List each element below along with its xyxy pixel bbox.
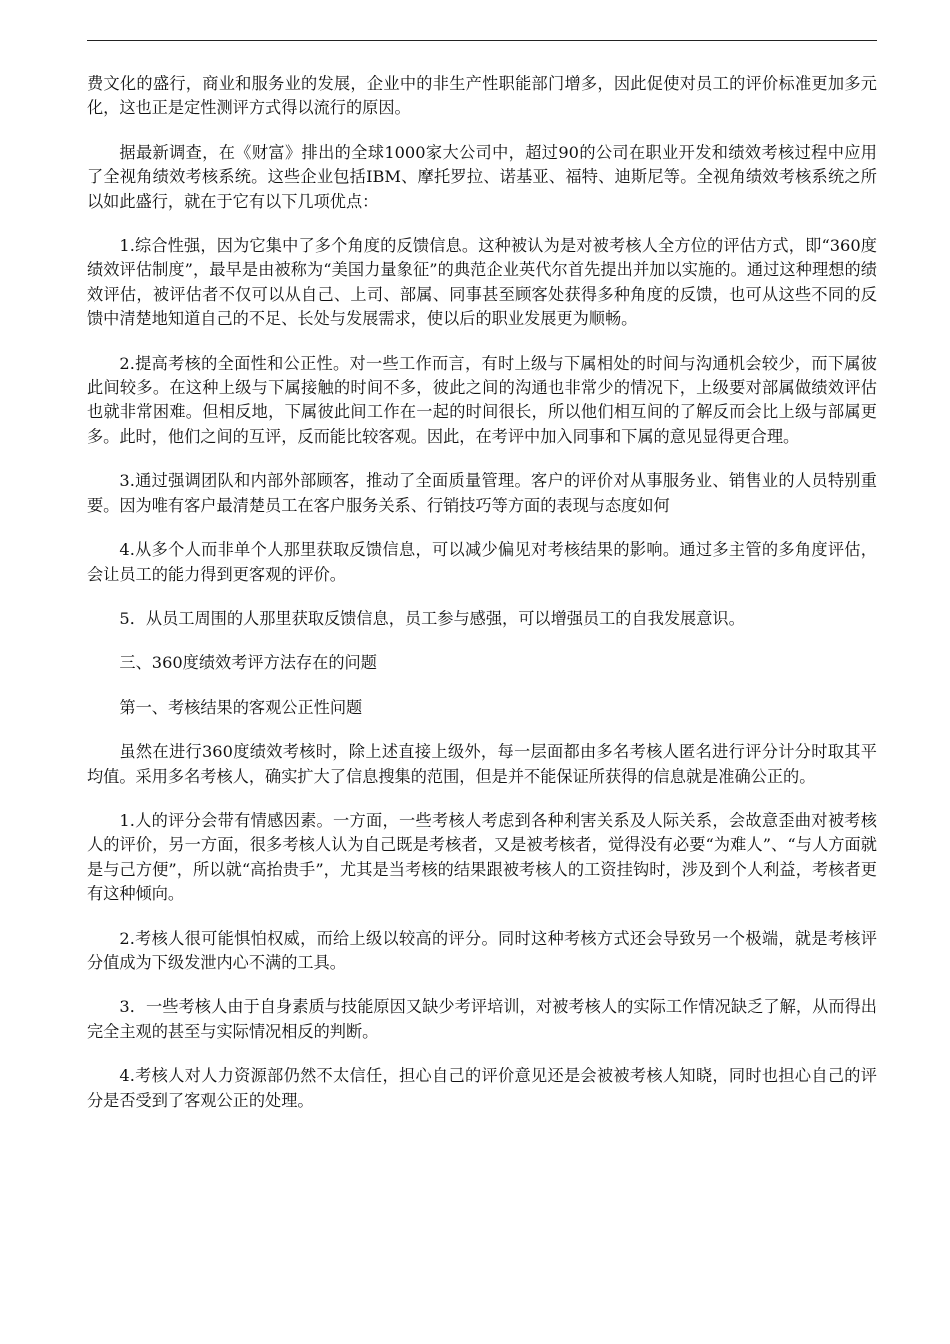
paragraph-problem-2: 2.考核人很可能惧怕权威，而给上级以较高的评分。同时这种考核方式还会导致另一个极端，就是考核评分值成为下级发泄内心不满的工具。 bbox=[87, 928, 877, 972]
paragraph-advantage-1: 1.综合性强，因为它集中了多个角度的反馈信息。这种被认为是对被考核人全方位的评估方式，即“360度绩效评估制度”，最早是由被称为“美国力量象征”的典范企业英代尔首先提出并加以实施的。通过这种理想的绩效评估，被评估者不仅可以从自己、上司、部属、同事甚至顾客处获得多种角度的反馈，也可从这些不同的反馈中清楚地知道自己的不足、长处与发展需求，使以后的职业发展更为顺畅。 bbox=[87, 236, 877, 329]
paragraph-advantage-5: 5．从员工周围的人那里获取反馈信息，员工参与感强，可以增强员工的自我发展意识。 bbox=[119, 608, 745, 628]
paragraph-problem-1: 1.人的评分会带有情感因素。一方面，一些考核人考虑到各种利害关系及人际关系，会故意歪曲对被考核人的评价，另一方面，很多考核人认为自己既是考核者，又是被考核者，觉得没有必要“为难人”、“与人方面就是与己方便”，所以就“高抬贵手”，尤其是当考核的结果跟被考核人的工资挂钩时，涉及到个人利益，考核者更有这种倾向。 bbox=[87, 810, 877, 904]
paragraph-advantage-3: 3.通过强调团队和内部外部顾客，推动了全面质量管理。客户的评价对从事服务业、销售业的人员特别重要。因为唯有客户最清楚员工在客户服务关系、行销技巧等方面的表现与态度如何 bbox=[87, 471, 877, 515]
paragraph-advantage-2: 2.提高考核的全面性和公正性。对一些工作而言，有时上级与下属相处的时间与沟通机会较少，而下属彼此间较多。在这种上级与下属接触的时间不多，彼此之间的沟通也非常少的情况下，上级要对部属做绩效评估也就非常困难。但相反地，下属彼此间工作在一起的时间很长，所以他们相互间的了解反而会比上级与部属更多。此时，他们之间的互评，反而能比较客观。因此，在考评中加入同事和下属的意见显得更合理。 bbox=[87, 353, 877, 446]
subsection-heading-objectivity: 第一、考核结果的客观公正性问题 bbox=[119, 697, 363, 717]
document-body bbox=[87, 72, 877, 1133]
paragraph-problem-3: 3．一些考核人由于自身素质与技能原因又缺少考评培训，对被考核人的实际工作情况缺乏了解，从而得出完全主观的甚至与实际情况相反的判断。 bbox=[87, 997, 877, 1041]
paragraph-continuation: 费文化的盛行，商业和服务业的发展，企业中的非生产性职能部门增多，因此促使对员工的评价标准更加多元化，这也正是定性测评方式得以流行的原因。 bbox=[87, 74, 877, 118]
paragraph-advantage-4: 4.从多个人而非单个人那里获取反馈信息，可以减少偏见对考核结果的影响。通过多主管的多角度评估，会让员工的能力得到更客观的评价。 bbox=[87, 540, 877, 584]
paragraph-survey: 据最新调查，在《财富》排出的全球1000家大公司中，超过90的公司在职业开发和绩效考核过程中应用了全视角绩效考核系统。这些企业包括IBM、摩托罗拉、诺基亚、福特、迪斯尼等。全视角绩效考核系统之所以如此盛行，就在于它有以下几项优点： bbox=[87, 142, 877, 211]
section-heading-problems: 三、360度绩效考评方法存在的问题 bbox=[119, 653, 377, 673]
paragraph-problem-4: 4.考核人对人力资源部仍然不太信任，担心自己的评价意见还是会被被考核人知晓，同时也担心自己的评分是否受到了客观公正的处理。 bbox=[87, 1066, 877, 1110]
paragraph-objectivity-intro: 虽然在进行360度绩效考核时，除上述直接上级外，每一层面都由多名考核人匿名进行评分计分时取其平均值。采用多名考核人，确实扩大了信息搜集的范围，但是并不能保证所获得的信息就是准确公正的。 bbox=[87, 742, 877, 786]
header-rule bbox=[87, 40, 877, 41]
